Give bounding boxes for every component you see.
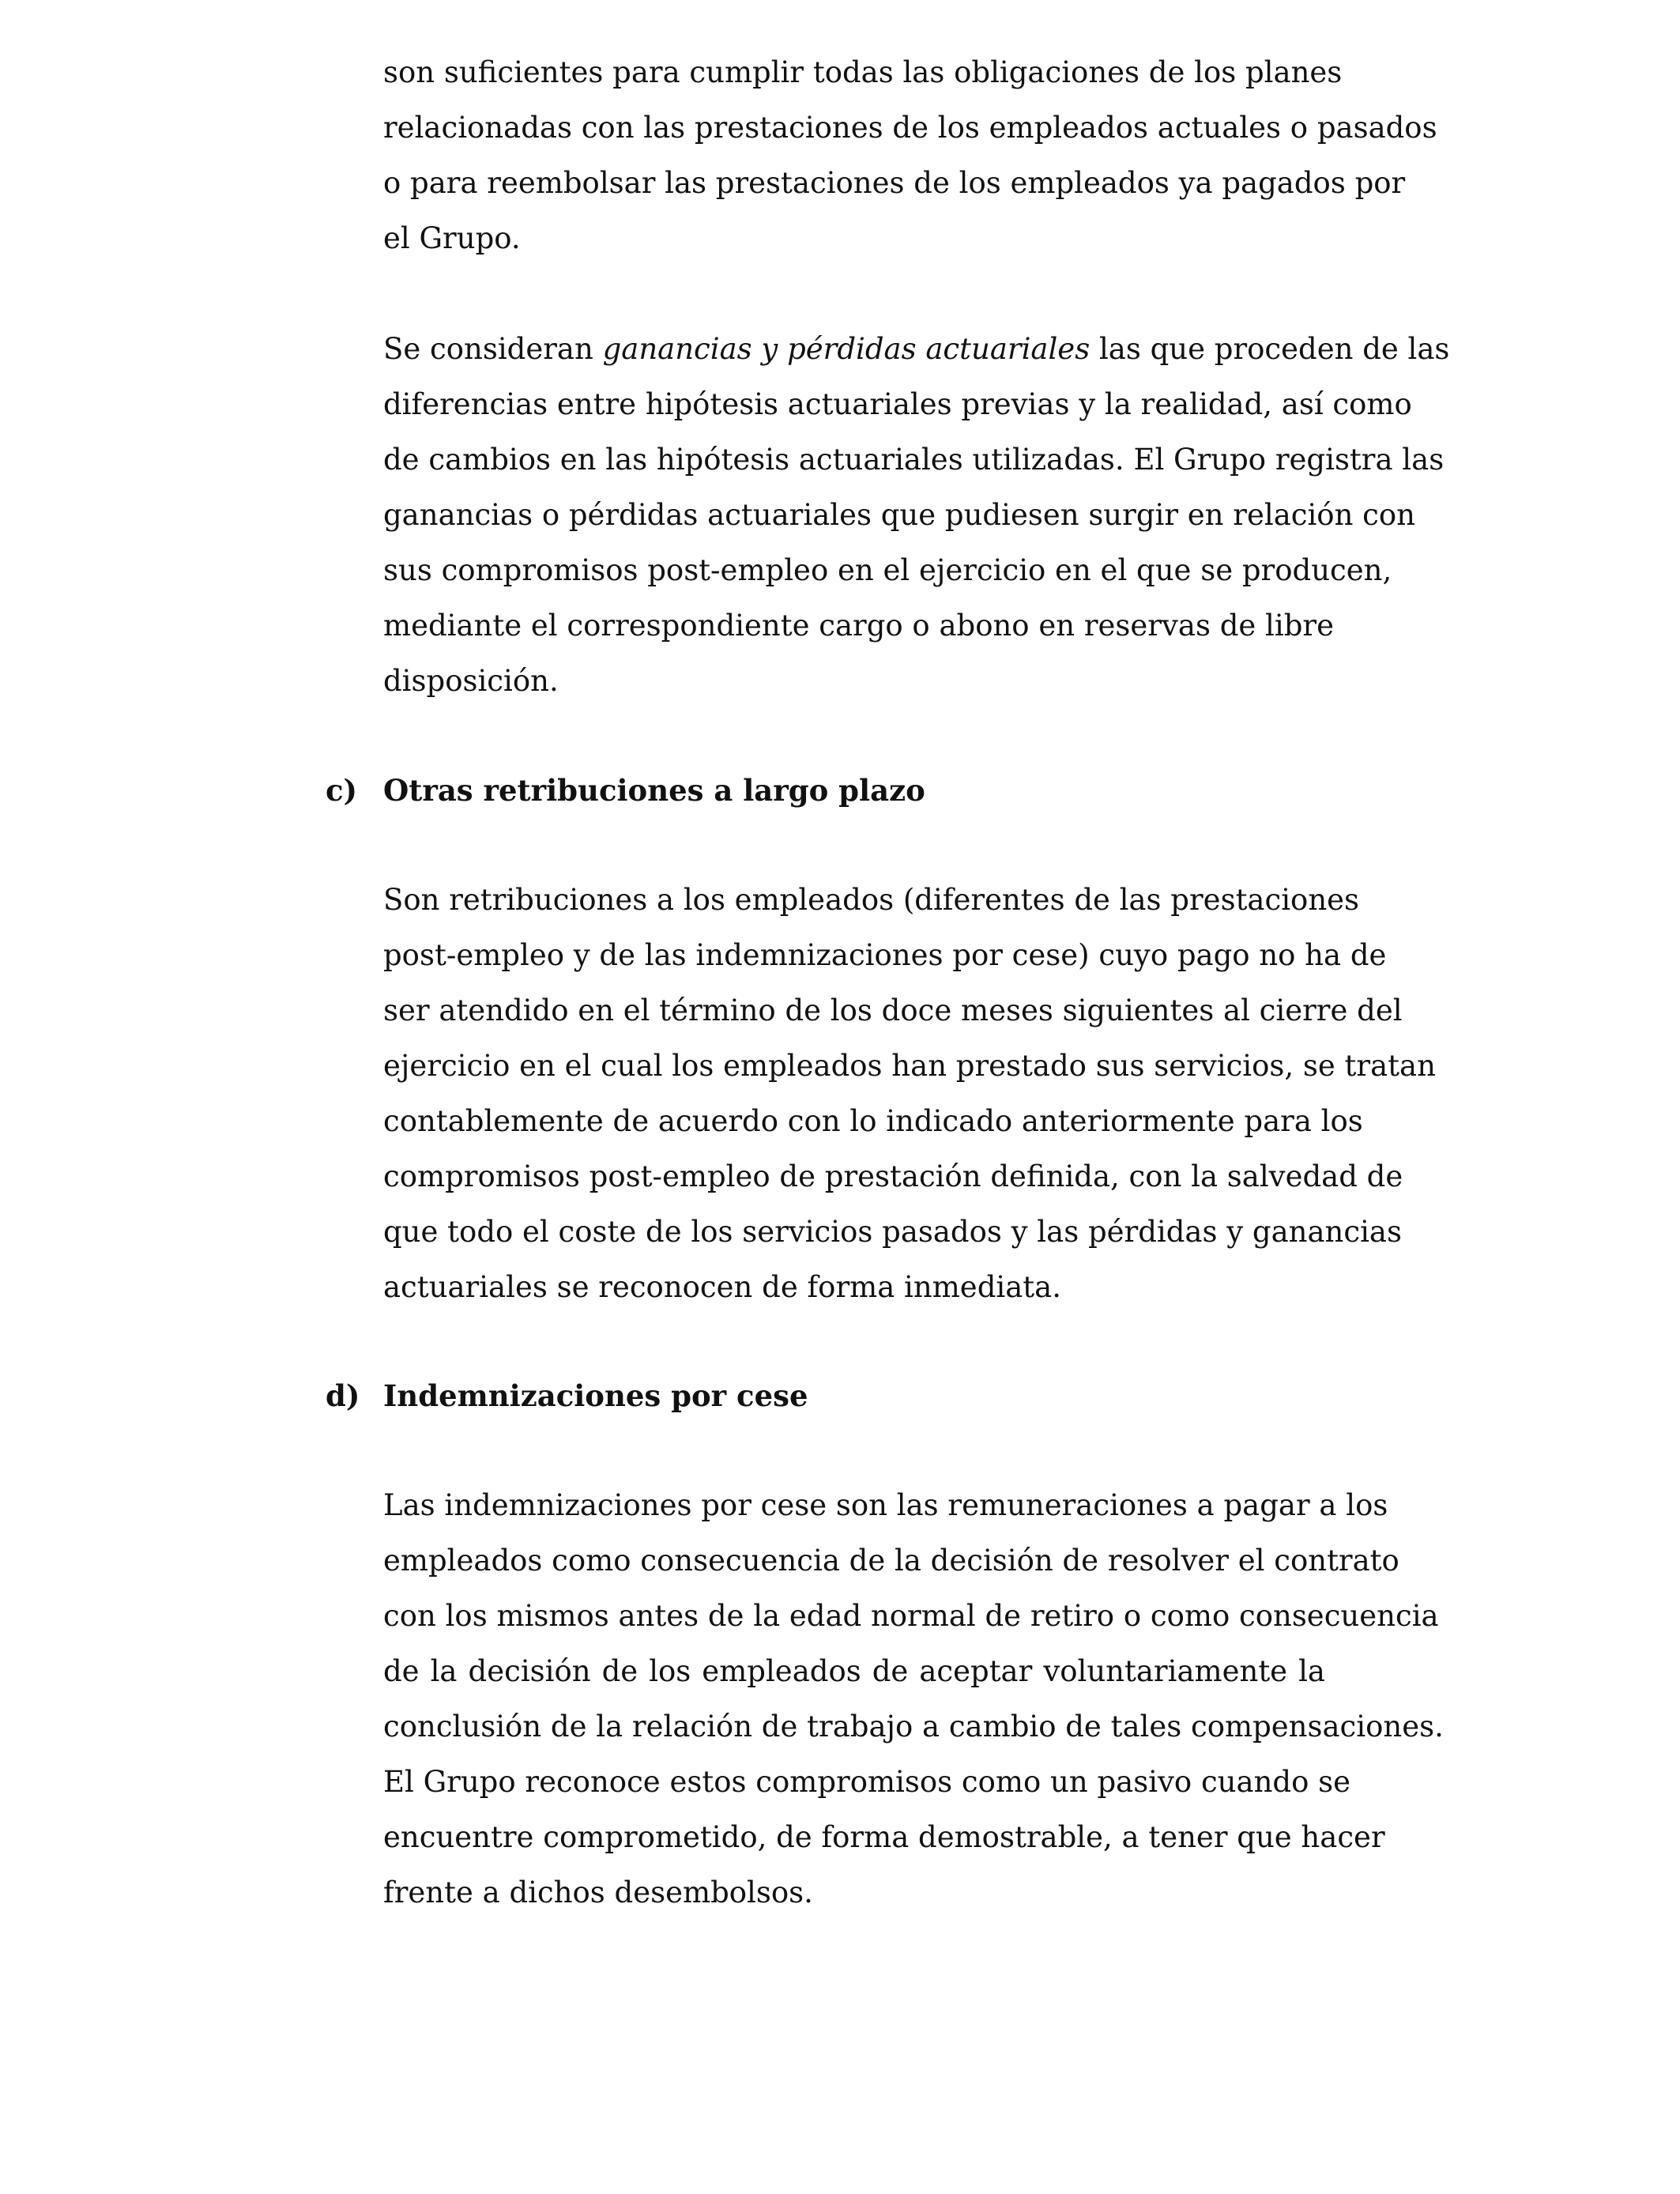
section-title: Otras retribuciones a largo plazo xyxy=(383,773,925,808)
text-line: ser atendido en el término de los doce meses siguientes al cierre del xyxy=(383,993,1403,1027)
text-line: de la decisión de los empleados de aceptar voluntariamente la xyxy=(383,1654,1325,1688)
text-line: frente a dichos desembolsos. xyxy=(383,1875,813,1909)
text-line: actuariales se reconocen de forma inmediata. xyxy=(383,1270,1061,1304)
text-line: diferencias entre hipótesis actuariales previas y la realidad, así como xyxy=(383,387,1412,421)
section-letter: d) xyxy=(326,1378,360,1413)
paragraph-plan-obligations xyxy=(383,45,1437,266)
paragraph-actuarial-gains xyxy=(383,322,1450,709)
paragraph-long-term-remuneration xyxy=(383,873,1436,1315)
text-line: compromisos post-empleo de prestación definida, con la salvedad de xyxy=(383,1159,1403,1193)
text-line: El Grupo reconoce estos compromisos como un pasivo cuando se xyxy=(383,1765,1350,1799)
text-line: son suficientes para cumplir todas las obligaciones de los planes xyxy=(383,55,1343,89)
text-line: el Grupo. xyxy=(383,221,521,255)
text-segment: Se consideran xyxy=(383,332,603,366)
text-line: disposición. xyxy=(383,664,559,698)
text-line: ejercicio en el cual los empleados han prestado sus servicios, se tratan xyxy=(383,1049,1436,1083)
text-line xyxy=(383,322,1450,377)
text-line: Las indemnizaciones por cese son las remuneraciones a pagar a los xyxy=(383,1488,1388,1522)
text-line: conclusión de la relación de trabajo a cambio de tales compensaciones. xyxy=(383,1710,1444,1744)
text-line: mediante el correspondiente cargo o abono en reservas de libre xyxy=(383,609,1334,643)
text-line: que todo el coste de los servicios pasados y las pérdidas y ganancias xyxy=(383,1215,1402,1249)
text-line: sus compromisos post-empleo en el ejercicio en el que se producen, xyxy=(383,553,1392,587)
text-line: encuentre comprometido, de forma demostrable, a tener que hacer xyxy=(383,1820,1385,1854)
text-segment: las que proceden de las xyxy=(1090,332,1450,366)
text-line: de cambios en las hipótesis actuariales utilizadas. El Grupo registra las xyxy=(383,443,1445,477)
text-line: Son retribuciones a los empleados (diferentes de las prestaciones xyxy=(383,883,1360,917)
text-line: ganancias o pérdidas actuariales que pudiesen surgir en relación con xyxy=(383,498,1416,532)
section-heading-c xyxy=(326,763,925,818)
section-heading-d xyxy=(326,1368,808,1423)
text-line: post-empleo y de las indemnizaciones por cese) cuyo pago no ha de xyxy=(383,938,1387,972)
text-line: con los mismos antes de la edad normal de retiro o como consecuencia xyxy=(383,1599,1439,1633)
text-line: empleados como consecuencia de la decisión de resolver el contrato xyxy=(383,1544,1399,1578)
text-line: o para reembolsar las prestaciones de los empleados ya pagados por xyxy=(383,166,1406,200)
section-letter: c) xyxy=(326,773,358,808)
italic-term: ganancias y pérdidas actuariales xyxy=(602,332,1090,366)
paragraph-severance xyxy=(383,1478,1444,1921)
section-title: Indemnizaciones por cese xyxy=(383,1378,808,1413)
text-line: relacionadas con las prestaciones de los empleados actuales o pasados xyxy=(383,111,1437,145)
text-line: contablemente de acuerdo con lo indicado anteriormente para los xyxy=(383,1104,1363,1138)
